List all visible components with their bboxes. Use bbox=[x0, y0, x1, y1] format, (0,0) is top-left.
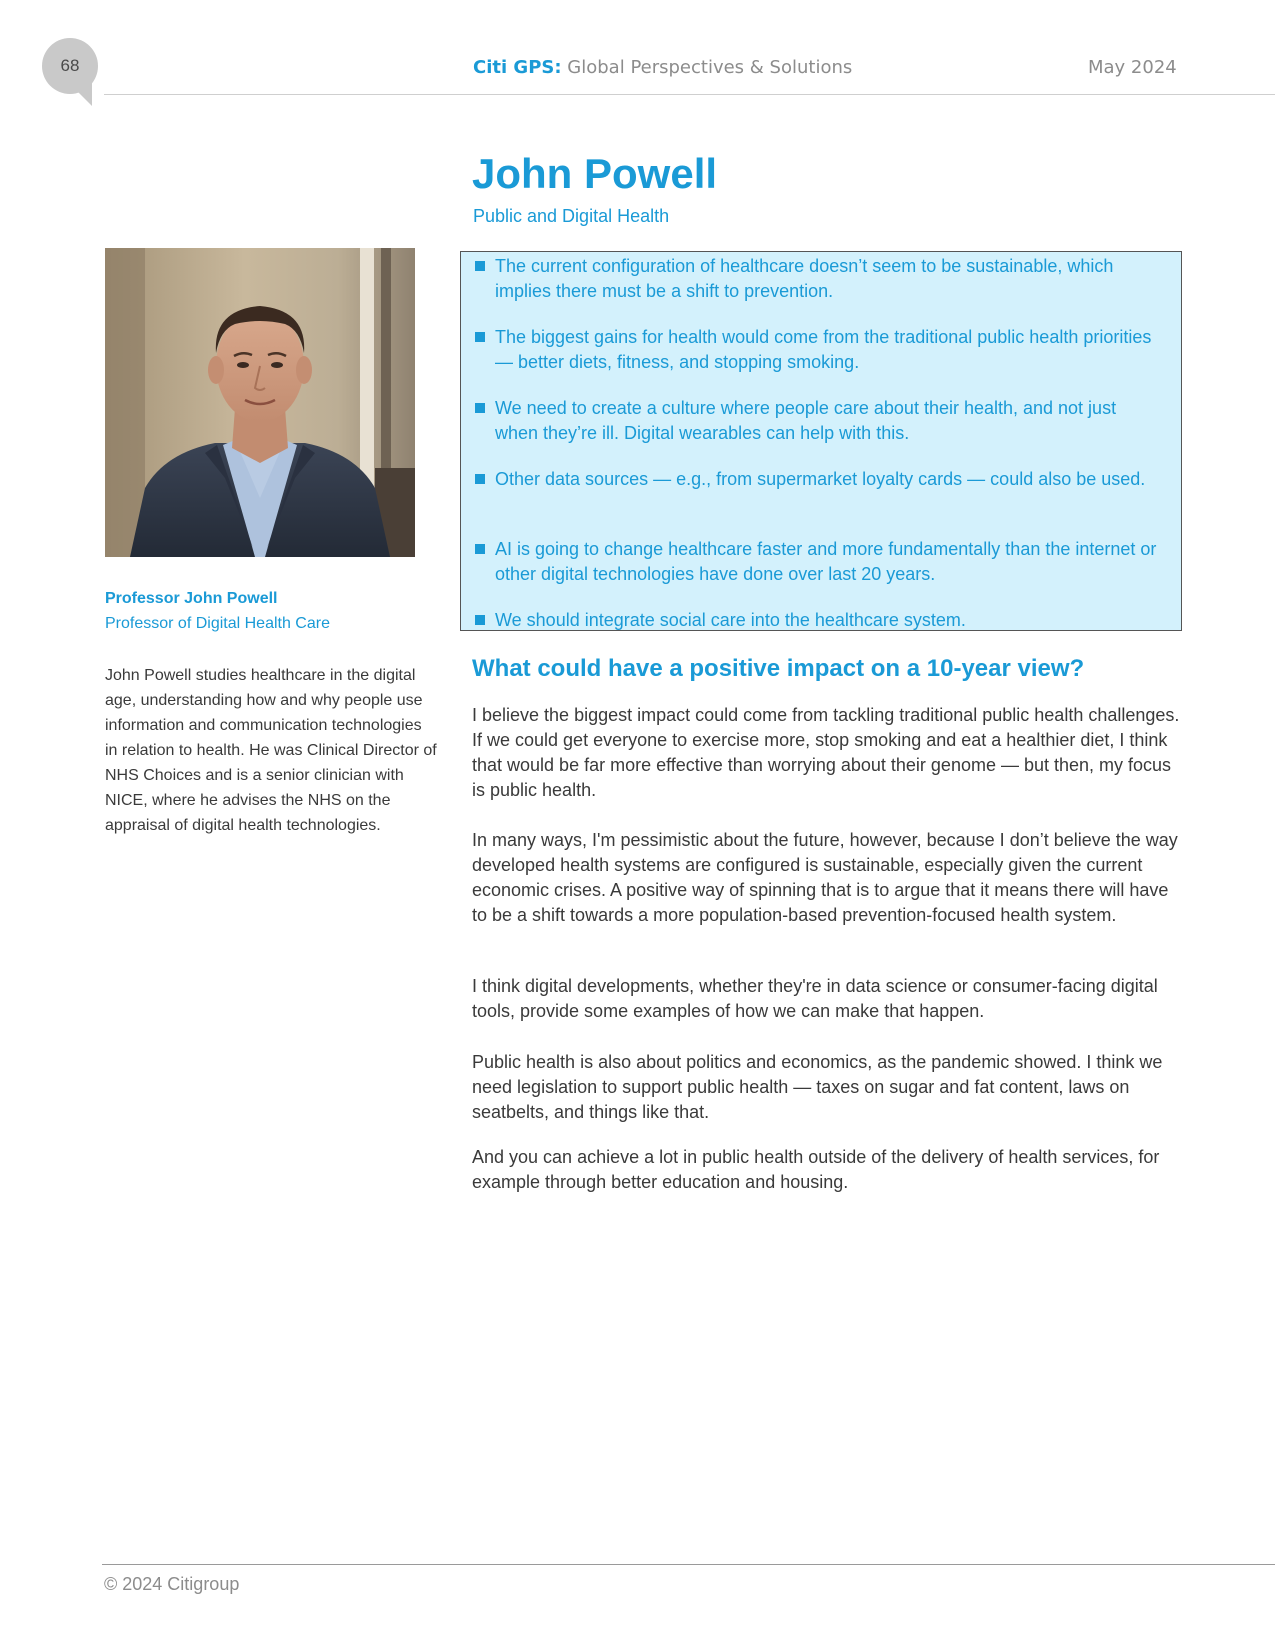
square-bullet-icon bbox=[475, 474, 485, 484]
footer-copyright: © 2024 Citigroup bbox=[104, 1574, 240, 1594]
square-bullet-icon bbox=[475, 403, 485, 413]
page-subtitle: Public and Digital Health bbox=[473, 206, 670, 226]
square-bullet-icon bbox=[475, 332, 485, 342]
key-point-text: We should integrate social care into the healthcare system. bbox=[495, 610, 966, 630]
square-bullet-icon bbox=[475, 615, 485, 625]
body-paragraph: I think digital developments, whether they're in data science or consumer-facing digital tools, provide some examples of how we can make that happen. bbox=[472, 976, 1158, 1021]
section-heading: What could have a positive impact on a 10-year view? bbox=[472, 655, 1085, 682]
bio-text: John Powell studies healthcare in the digital age, understanding how and why people use information and communication technologies in relation to health. He was Clinical Director of NHS Choices and is a senior clinician with NICE, where he advises the NHS on the appraisal of digital health technologies. bbox=[105, 667, 437, 834]
key-point-text: Other data sources — e.g., from supermarket loyalty cards — could also be used. bbox=[495, 469, 1146, 489]
key-point bbox=[473, 608, 1161, 633]
page-title: John Powell bbox=[472, 150, 718, 197]
key-point-text: AI is going to change healthcare faster and more fundamentally than the internet or other digital technologies have done over last 20 years. bbox=[495, 539, 1157, 584]
header-divider bbox=[104, 94, 1275, 95]
footer-divider bbox=[102, 1564, 1275, 1565]
key-point-text: The biggest gains for health would come from the traditional public health priorities — better diets, fitness, and stopping smoking. bbox=[495, 327, 1152, 372]
brand-name: Citi GPS: bbox=[473, 57, 562, 78]
key-point bbox=[473, 467, 1161, 492]
running-header bbox=[473, 57, 852, 78]
bio-role: Professor of Digital Health Care bbox=[105, 615, 330, 632]
publication-date: May 2024 bbox=[1088, 57, 1177, 78]
key-point bbox=[473, 325, 1161, 375]
publication-name: Global Perspectives & Solutions bbox=[567, 57, 853, 78]
body-paragraph: And you can achieve a lot in public health outside of the delivery of health services, for example through better education and housing. bbox=[472, 1147, 1160, 1192]
body-paragraph: I believe the biggest impact could come from tackling traditional public health challenges. If we could get everyone to exercise more, stop smoking and eat a healthier diet, I think that would be far more effective than worrying about their genome — but then, my focus is public health. bbox=[472, 705, 1180, 800]
portrait-photo bbox=[105, 248, 415, 557]
body-paragraph: Public health is also about politics and economics, as the pandemic showed. I think we need legislation to support public health — taxes on sugar and fat content, laws on seatbelts, and things like that. bbox=[472, 1052, 1163, 1122]
key-point-text: We need to create a culture where people care about their health, and not just when they’re ill. Digital wearables can help with this. bbox=[495, 398, 1117, 443]
key-point bbox=[473, 537, 1161, 587]
key-points-box bbox=[460, 251, 1182, 631]
body-paragraph: In many ways, I'm pessimistic about the future, however, because I don’t believe the way developed health systems are configured is sustainable, especially given the current economic crises. A positive way of spinning that is to argue that it means there will have to be a shift towards a more population-based prevention-focused health system. bbox=[472, 830, 1178, 925]
square-bullet-icon bbox=[475, 544, 485, 554]
bio-name: Professor John Powell bbox=[105, 590, 278, 607]
square-bullet-icon bbox=[475, 261, 485, 271]
page-number: 68 bbox=[60, 56, 80, 75]
key-point bbox=[473, 254, 1161, 304]
page-number-badge bbox=[42, 38, 98, 94]
key-point-text: The current configuration of healthcare doesn’t seem to be sustainable, which implies there must be a shift to prevention. bbox=[495, 256, 1114, 301]
key-point bbox=[473, 396, 1161, 446]
